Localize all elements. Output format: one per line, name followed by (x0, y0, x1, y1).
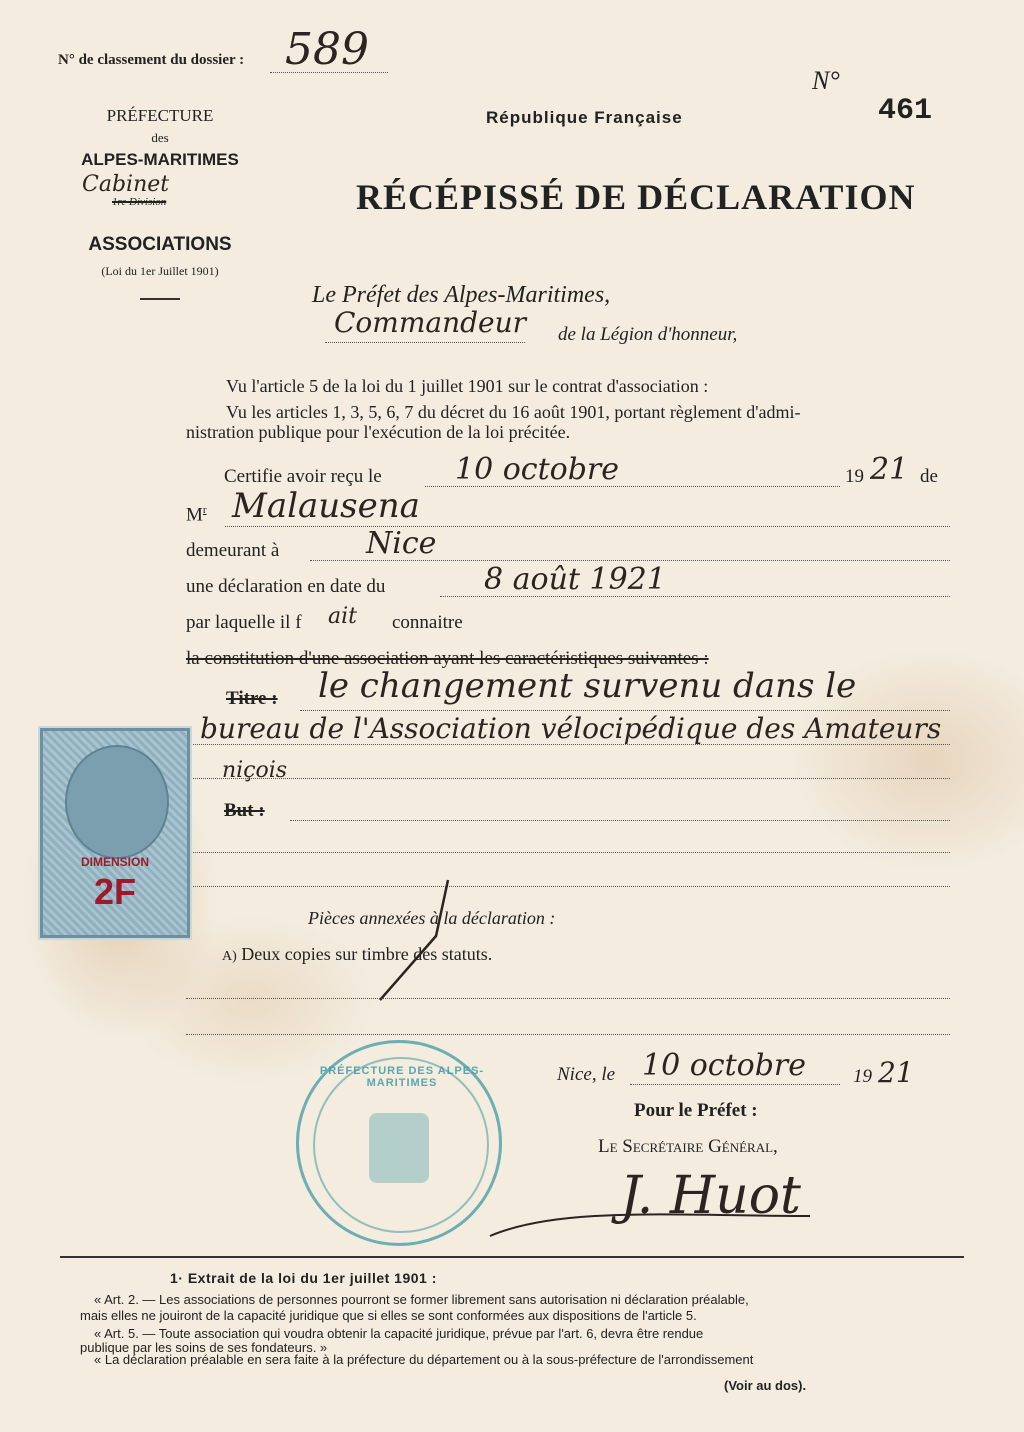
prefect-line: Le Préfet des Alpes-Maritimes, (312, 282, 611, 308)
titre-handwritten-1: le changement survenu dans le (318, 666, 857, 706)
titre-handwritten-2: bureau de l'Association vélocipédique des Amateurs (200, 712, 942, 745)
receipt-number: 461 (878, 94, 933, 128)
associations-label: ASSOCIATIONS (88, 234, 232, 255)
declaration-label: une déclaration en date du (186, 576, 386, 597)
connaitre-label: connaitre (392, 612, 463, 633)
stamp-portrait-icon (65, 745, 169, 859)
law-label: (Loi du 1er Juillet 1901) (101, 264, 219, 278)
number-symbol: N° (812, 66, 840, 95)
pieces-label: Pièces annexées à la déclaration : (308, 908, 556, 928)
year-prefix: 19 (845, 466, 864, 487)
name-line (225, 526, 950, 527)
pen-slash-mark (370, 876, 460, 1006)
titre-line3 (186, 778, 950, 779)
division-label: 1re Division (112, 196, 167, 208)
header-dash (140, 298, 180, 300)
fiscal-stamp (40, 728, 190, 938)
pour-prefet: Pour le Préfet : (634, 1100, 758, 1121)
year-handwritten: 21 (870, 452, 909, 487)
but-line3 (186, 886, 950, 887)
laquelle-handwritten: ait (328, 604, 357, 629)
vu-article5: Vu l'article 5 de la loi du 1 juillet 1901 sur le contrat d'association : (226, 376, 709, 396)
footer-art5-line2: publique par les soins de ses fondateurs. » (80, 1340, 328, 1355)
seal-emblem-icon (369, 1113, 429, 1183)
piece-a: A) Deux copies sur timbre des statuts. (222, 944, 493, 964)
signature-handwritten: J. Huot (620, 1166, 801, 1226)
titre-label: Titre : (226, 688, 278, 709)
but-line2 (186, 852, 950, 853)
constitution-struck: la constitution d'une association ayant les caractéristiques suivantes : (186, 648, 709, 669)
signature-date-line (630, 1084, 840, 1085)
stamp-value: 2F (93, 871, 136, 912)
footer-extrait: 1· Extrait de la loi du 1er juillet 1901 : (170, 1270, 437, 1286)
footer-art5-line3: « La déclaration préalable en sera faite à la préfecture du département ou à la sous-préfecture de l'arrondissement (94, 1352, 754, 1367)
commandeur-handwritten: Commandeur (334, 306, 527, 339)
city-handwritten: Nice (366, 526, 437, 561)
dossier-label: N° de classement du dossier : (58, 52, 245, 68)
footer-art2-line1: « Art. 2. — Les associations de personnes pourront se former librement sans autorisation ni déclaration préalable, (94, 1292, 749, 1307)
prefecture-line3: ALPES-MARITIMES (81, 150, 239, 169)
vu-articles-line1: Vu les articles 1, 3, 5, 6, 7 du décret du 16 août 1901, portant règlement d'admi- (226, 402, 801, 422)
prefecture-line1: PRÉFECTURE (106, 106, 214, 125)
republic-label: République Française (486, 108, 683, 127)
but-line1 (290, 820, 950, 821)
nice-label: Nice, le (557, 1064, 616, 1085)
secretaire-general: Le Secrétaire Général, (598, 1136, 778, 1157)
footer-divider (60, 1256, 964, 1258)
signature-date: 10 octobre (642, 1048, 806, 1083)
footer-art2-line2: mais elles ne jouiront de la capacité juridique que si elles se sont conformées aux dispositions de l'article 5. (80, 1308, 697, 1323)
signature-flourish (480, 1196, 820, 1246)
pieces-line1 (186, 998, 950, 999)
but-label: But : (224, 800, 265, 821)
de-label: de (920, 466, 938, 487)
prefecture-seal (296, 1040, 502, 1246)
declarant-name: Malausena (232, 486, 420, 526)
vu-articles-line2: nistration publique pour l'exécution de la loi précitée. (186, 422, 571, 442)
declaration-date: 8 août 1921 (484, 562, 666, 597)
legion-line: de la Légion d'honneur, (558, 324, 738, 345)
commandeur-line (325, 342, 525, 343)
cabinet-handwritten: Cabinet (82, 172, 170, 197)
stamp-label: DIMENSION (80, 855, 149, 869)
document-title: RÉCÉPISSÉ DE DÉCLARATION (356, 177, 916, 217)
footer-art5-line1: « Art. 5. — Toute association qui voudra obtenir la capacité juridique, prévue par l'art. 6, devra être rendue (94, 1326, 704, 1341)
footer-voir-dos: (Voir au dos). (724, 1378, 807, 1393)
monsieur-label: $M^r$ (186, 504, 207, 526)
seal-text: PRÉFECTURE DES ALPES-MARITIMES (319, 1065, 485, 1089)
prefecture-line2: des (151, 130, 169, 145)
demeurant-label: demeurant à (186, 540, 280, 561)
dossier-number: 589 (285, 24, 369, 75)
pieces-line2 (186, 1034, 950, 1035)
titre-line1 (300, 710, 950, 711)
certifie-date: 10 octobre (455, 452, 619, 487)
signature-year-prefix: 19 (853, 1066, 872, 1087)
certifie-label: Certifie avoir reçu le (224, 466, 382, 487)
signature-year: 21 (878, 1056, 914, 1089)
laquelle-label: par laquelle il f (186, 612, 302, 633)
titre-handwritten-3: niçois (222, 758, 288, 783)
